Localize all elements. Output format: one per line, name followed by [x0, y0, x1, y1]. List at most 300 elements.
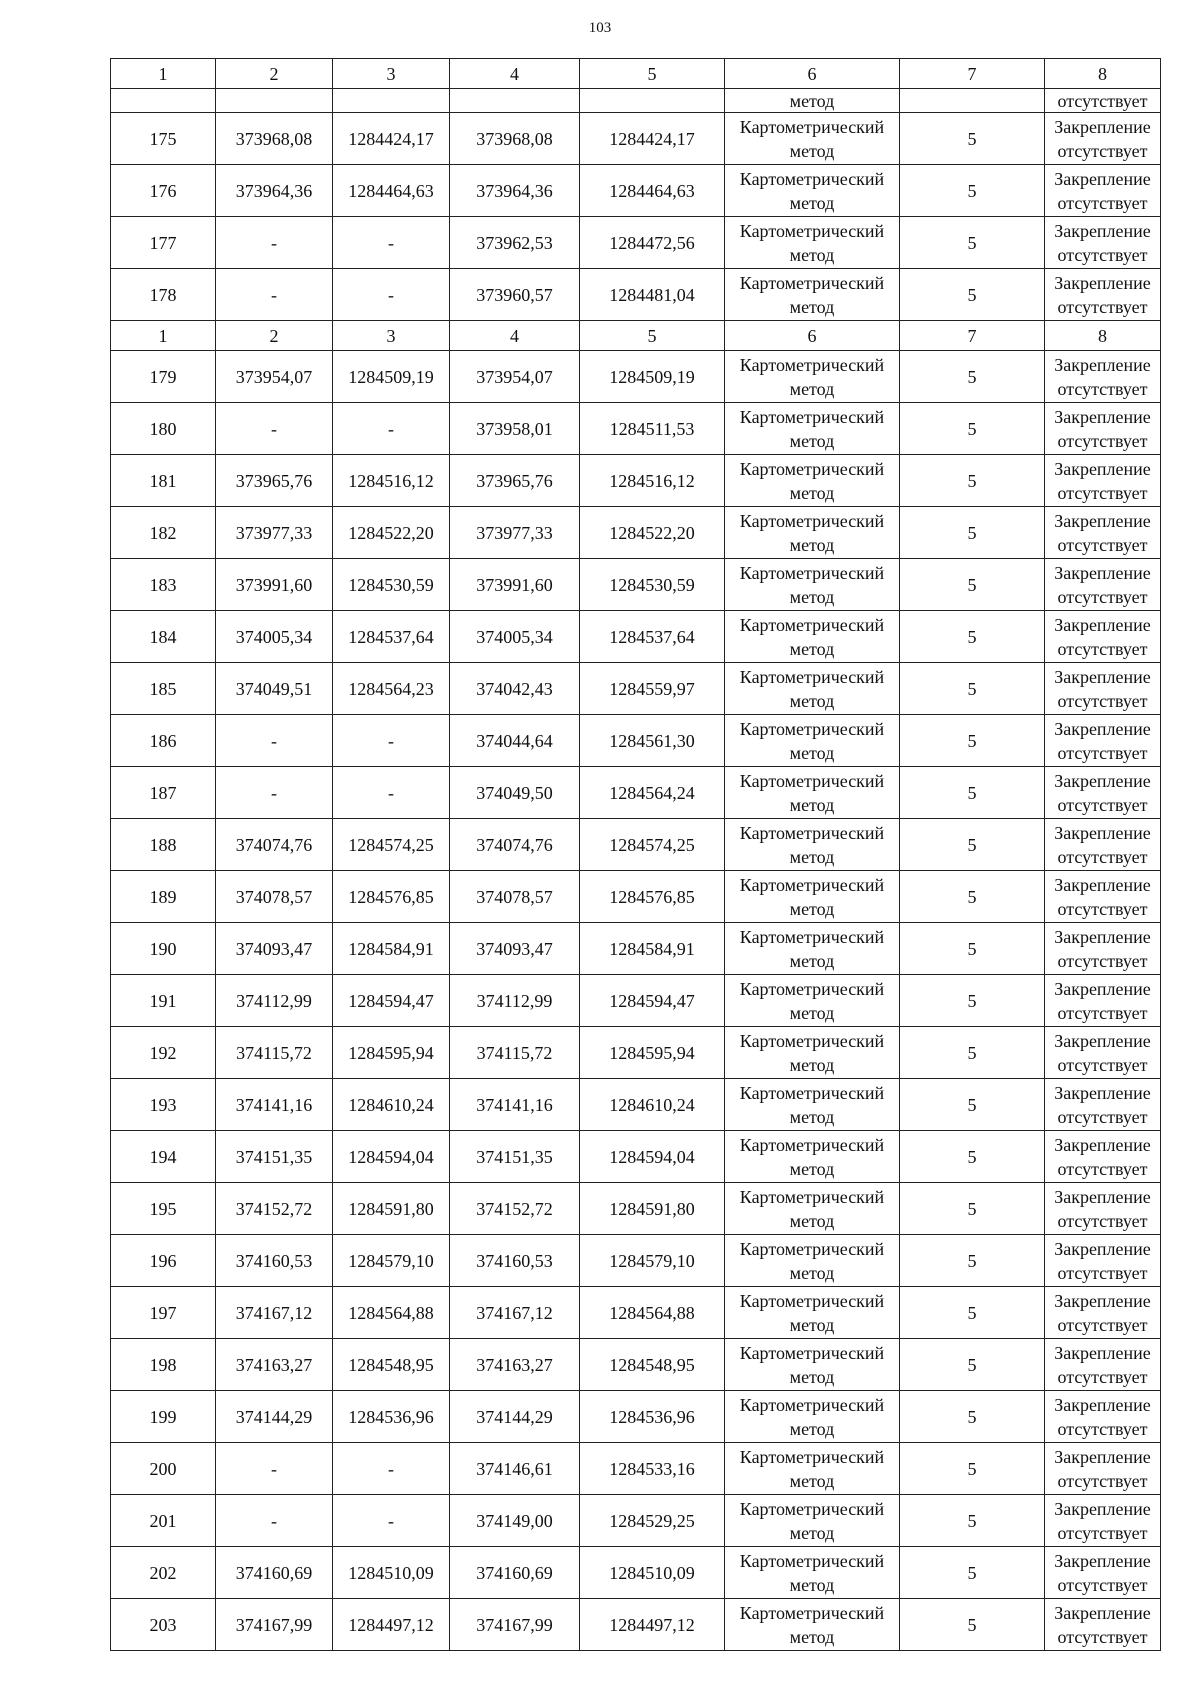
column-number-cell: 4	[450, 321, 580, 351]
fixation-cell-line1: Закрепление	[1054, 1030, 1151, 1051]
fixation-cell-line2: отсутствует	[1057, 1574, 1148, 1595]
point-number-cell: 192	[111, 1027, 216, 1079]
table-row	[111, 1391, 1161, 1443]
table-row	[111, 1339, 1161, 1391]
accuracy-cell: 5	[900, 559, 1045, 611]
existing-x-cell: 373991,60	[216, 559, 333, 611]
refined-y-cell: 1284481,04	[580, 269, 725, 321]
method-cell-line2: метод	[789, 192, 835, 213]
fixation-cell-line2: отсутствует	[1057, 586, 1148, 607]
method-cell	[725, 611, 900, 663]
refined-x-cell: 374115,72	[450, 1027, 580, 1079]
empty-cell	[900, 89, 1045, 113]
refined-y-cell: 1284424,17	[580, 113, 725, 165]
table-row	[111, 975, 1161, 1027]
fixation-cell-line2: отсутствует	[1057, 1002, 1148, 1023]
existing-x-cell: 373964,36	[216, 165, 333, 217]
fixation-cell-line1: Закрепление	[1054, 874, 1151, 895]
table-row	[111, 611, 1161, 663]
existing-y-cell: 1284424,17	[333, 113, 450, 165]
fixation-cell	[1045, 165, 1161, 217]
method-cell-line2: метод	[789, 1002, 835, 1023]
fixation-cell-line2: отсутствует	[1057, 898, 1148, 919]
fixation-cell	[1045, 1235, 1161, 1287]
fixation-cell-line2: отсутствует	[1057, 140, 1148, 161]
fixation-cell-line1: Закрепление	[1054, 1446, 1151, 1467]
method-cell-line1: Картометрический	[739, 770, 885, 791]
existing-x-cell: 374049,51	[216, 663, 333, 715]
column-number-cell: 7	[900, 59, 1045, 89]
table-row	[111, 1495, 1161, 1547]
refined-y-cell: 1284497,12	[580, 1599, 725, 1651]
method-cell	[725, 269, 900, 321]
accuracy-cell: 5	[900, 1599, 1045, 1651]
existing-x-cell: 373968,08	[216, 113, 333, 165]
point-number-cell: 179	[111, 351, 216, 403]
method-cell	[725, 1495, 900, 1547]
fixation-cell	[1045, 611, 1161, 663]
method-cell-line2: метод	[789, 1210, 835, 1231]
point-number-cell: 187	[111, 767, 216, 819]
fixation-cell	[1045, 1131, 1161, 1183]
accuracy-cell: 5	[900, 1287, 1045, 1339]
method-cell-line2: метод	[789, 846, 835, 867]
point-number-cell: 185	[111, 663, 216, 715]
refined-y-cell: 1284537,64	[580, 611, 725, 663]
refined-y-cell: 1284522,20	[580, 507, 725, 559]
method-cell-line1: Картометрический	[739, 272, 885, 293]
method-cell-line1: Картометрический	[739, 406, 885, 427]
method-cell: метод	[725, 89, 900, 113]
accuracy-cell: 5	[900, 351, 1045, 403]
point-number-cell: 200	[111, 1443, 216, 1495]
method-cell-line2: метод	[789, 482, 835, 503]
existing-x-cell: 374005,34	[216, 611, 333, 663]
point-number-cell: 194	[111, 1131, 216, 1183]
column-number-cell: 7	[900, 321, 1045, 351]
method-cell	[725, 165, 900, 217]
table-row	[111, 1079, 1161, 1131]
method-cell-line1: Картометрический	[739, 718, 885, 739]
fixation-cell-line1: Закрепление	[1054, 1082, 1151, 1103]
fixation-cell	[1045, 1391, 1161, 1443]
refined-x-cell: 374167,99	[450, 1599, 580, 1651]
existing-x-cell: 374141,16	[216, 1079, 333, 1131]
existing-x-cell: 374160,69	[216, 1547, 333, 1599]
method-cell-line1: Картометрический	[739, 1290, 885, 1311]
refined-y-cell: 1284594,47	[580, 975, 725, 1027]
refined-x-cell: 374074,76	[450, 819, 580, 871]
fixation-cell-line2: отсутствует	[1057, 1158, 1148, 1179]
refined-y-cell: 1284564,24	[580, 767, 725, 819]
table-row	[111, 455, 1161, 507]
column-number-cell: 3	[333, 321, 450, 351]
accuracy-cell: 5	[900, 1339, 1045, 1391]
empty-cell	[450, 89, 580, 113]
method-cell-line2: метод	[789, 1574, 835, 1595]
refined-x-cell: 373954,07	[450, 351, 580, 403]
table-row	[111, 1287, 1161, 1339]
method-cell-line2: метод	[789, 296, 835, 317]
existing-y-cell: -	[333, 715, 450, 767]
fixation-cell-line2: отсутствует	[1057, 1366, 1148, 1387]
method-cell-line1: Картометрический	[739, 116, 885, 137]
existing-y-cell: -	[333, 1495, 450, 1547]
method-cell	[725, 403, 900, 455]
column-number-cell: 1	[111, 321, 216, 351]
table-row	[111, 1235, 1161, 1287]
refined-y-cell: 1284564,88	[580, 1287, 725, 1339]
fixation-cell-line2: отсутствует	[1057, 244, 1148, 265]
existing-x-cell: 374144,29	[216, 1391, 333, 1443]
fixation-cell	[1045, 1079, 1161, 1131]
existing-y-cell: -	[333, 217, 450, 269]
method-cell-line1: Картометрический	[739, 926, 885, 947]
method-cell	[725, 819, 900, 871]
fixation-cell-line2: отсутствует	[1057, 846, 1148, 867]
method-cell	[725, 1443, 900, 1495]
fixation-cell-line2: отсутствует	[1057, 1314, 1148, 1335]
method-cell-line2: метод	[789, 244, 835, 265]
table-row	[111, 1599, 1161, 1651]
fixation-cell-line1: Закрепление	[1054, 978, 1151, 999]
fixation-cell-line1: Закрепление	[1054, 614, 1151, 635]
method-cell-line2: метод	[789, 586, 835, 607]
point-number-cell: 177	[111, 217, 216, 269]
method-cell-line1: Картометрический	[739, 168, 885, 189]
refined-x-cell: 374151,35	[450, 1131, 580, 1183]
fixation-cell	[1045, 113, 1161, 165]
method-cell	[725, 663, 900, 715]
empty-cell	[333, 89, 450, 113]
fixation-cell	[1045, 1495, 1161, 1547]
fixation-cell	[1045, 819, 1161, 871]
method-cell	[725, 871, 900, 923]
refined-y-cell: 1284610,24	[580, 1079, 725, 1131]
fixation-cell-line1: Закрепление	[1054, 1342, 1151, 1363]
fixation-cell-line2: отсутствует	[1057, 296, 1148, 317]
refined-x-cell: 374093,47	[450, 923, 580, 975]
refined-x-cell: 374160,69	[450, 1547, 580, 1599]
refined-y-cell: 1284516,12	[580, 455, 725, 507]
fixation-cell-line2: отсутствует	[1057, 1522, 1148, 1543]
method-cell-line1: Картометрический	[739, 510, 885, 531]
existing-x-cell: 374160,53	[216, 1235, 333, 1287]
point-number-cell: 181	[111, 455, 216, 507]
existing-y-cell: 1284564,23	[333, 663, 450, 715]
refined-y-cell: 1284511,53	[580, 403, 725, 455]
fixation-cell	[1045, 217, 1161, 269]
method-cell	[725, 1599, 900, 1651]
refined-y-cell: 1284464,63	[580, 165, 725, 217]
method-cell-line2: метод	[789, 690, 835, 711]
method-cell-line1: Картометрический	[739, 1082, 885, 1103]
method-cell-line2: метод	[789, 898, 835, 919]
fixation-cell	[1045, 351, 1161, 403]
refined-x-cell: 374167,12	[450, 1287, 580, 1339]
fixation-cell	[1045, 1339, 1161, 1391]
accuracy-cell: 5	[900, 455, 1045, 507]
method-cell-line2: метод	[789, 1314, 835, 1335]
fixation-cell-line1: Закрепление	[1054, 926, 1151, 947]
column-number-row	[111, 321, 1161, 351]
point-number-cell: 176	[111, 165, 216, 217]
column-number-cell: 2	[216, 59, 333, 89]
method-cell-line1: Картометрический	[739, 874, 885, 895]
fixation-cell-line1: Закрепление	[1054, 666, 1151, 687]
table-row	[111, 923, 1161, 975]
existing-y-cell: 1284509,19	[333, 351, 450, 403]
point-number-cell: 196	[111, 1235, 216, 1287]
fixation-cell-line1: Закрепление	[1054, 272, 1151, 293]
method-cell-line2: метод	[789, 430, 835, 451]
refined-x-cell: 374146,61	[450, 1443, 580, 1495]
fixation-cell-line1: Закрепление	[1054, 354, 1151, 375]
existing-x-cell: -	[216, 217, 333, 269]
fixation-cell-line2: отсутствует	[1057, 1418, 1148, 1439]
fixation-cell-line2: отсутствует	[1057, 378, 1148, 399]
existing-x-cell: 374167,12	[216, 1287, 333, 1339]
refined-x-cell: 374163,27	[450, 1339, 580, 1391]
fixation-cell-line2: отсутствует	[1057, 1054, 1148, 1075]
method-cell-line2: метод	[789, 950, 835, 971]
accuracy-cell: 5	[900, 403, 1045, 455]
existing-x-cell: 373977,33	[216, 507, 333, 559]
fixation-cell	[1045, 767, 1161, 819]
accuracy-cell: 5	[900, 1547, 1045, 1599]
method-cell	[725, 559, 900, 611]
existing-x-cell: -	[216, 715, 333, 767]
method-cell-line2: метод	[789, 534, 835, 555]
refined-x-cell: 373977,33	[450, 507, 580, 559]
accuracy-cell: 5	[900, 611, 1045, 663]
existing-y-cell: 1284522,20	[333, 507, 450, 559]
column-number-cell: 8	[1045, 59, 1161, 89]
existing-y-cell: 1284576,85	[333, 871, 450, 923]
column-number-cell: 8	[1045, 321, 1161, 351]
fixation-cell-line2: отсутствует	[1057, 482, 1148, 503]
point-number-cell: 203	[111, 1599, 216, 1651]
table-row	[111, 1027, 1161, 1079]
fixation-cell-line1: Закрепление	[1054, 1186, 1151, 1207]
method-cell	[725, 1027, 900, 1079]
point-number-cell: 189	[111, 871, 216, 923]
method-cell-line2: метод	[789, 1418, 835, 1439]
refined-x-cell: 373968,08	[450, 113, 580, 165]
method-cell-line1: Картометрический	[739, 458, 885, 479]
method-cell-line1: Картометрический	[739, 1030, 885, 1051]
refined-x-cell: 374144,29	[450, 1391, 580, 1443]
method-cell-line1: Картометрический	[739, 1342, 885, 1363]
existing-y-cell: -	[333, 767, 450, 819]
refined-x-cell: 374042,43	[450, 663, 580, 715]
fixation-cell-line1: Закрепление	[1054, 168, 1151, 189]
refined-y-cell: 1284576,85	[580, 871, 725, 923]
method-cell-line2: метод	[789, 1522, 835, 1543]
empty-cell	[111, 89, 216, 113]
fixation-cell	[1045, 455, 1161, 507]
fixation-cell	[1045, 975, 1161, 1027]
fixation-cell-line2: отсутствует	[1057, 1262, 1148, 1283]
existing-y-cell: 1284591,80	[333, 1183, 450, 1235]
fixation-cell-line1: Закрепление	[1054, 116, 1151, 137]
refined-x-cell: 374044,64	[450, 715, 580, 767]
refined-x-cell: 374005,34	[450, 611, 580, 663]
method-cell	[725, 715, 900, 767]
accuracy-cell: 5	[900, 715, 1045, 767]
refined-y-cell: 1284579,10	[580, 1235, 725, 1287]
existing-x-cell: 373965,76	[216, 455, 333, 507]
refined-y-cell: 1284533,16	[580, 1443, 725, 1495]
fixation-cell	[1045, 559, 1161, 611]
fixation-cell	[1045, 507, 1161, 559]
method-cell-line1: Картометрический	[739, 1446, 885, 1467]
point-number-cell: 202	[111, 1547, 216, 1599]
existing-y-cell: 1284564,88	[333, 1287, 450, 1339]
point-number-cell: 195	[111, 1183, 216, 1235]
table-row	[111, 1443, 1161, 1495]
fixation-cell-line1: Закрепление	[1054, 220, 1151, 241]
existing-x-cell: 374152,72	[216, 1183, 333, 1235]
column-number-cell: 2	[216, 321, 333, 351]
column-number-cell: 5	[580, 321, 725, 351]
method-cell-line1: Картометрический	[739, 822, 885, 843]
fixation-cell-line1: Закрепление	[1054, 1394, 1151, 1415]
point-number-cell: 182	[111, 507, 216, 559]
existing-x-cell: 374167,99	[216, 1599, 333, 1651]
refined-x-cell: 373991,60	[450, 559, 580, 611]
empty-cell	[216, 89, 333, 113]
fixation-cell-line1: Закрепление	[1054, 458, 1151, 479]
column-number-cell: 1	[111, 59, 216, 89]
fixation-cell-line2: отсутствует	[1057, 1626, 1148, 1647]
existing-x-cell: 374115,72	[216, 1027, 333, 1079]
table-row	[111, 217, 1161, 269]
fixation-cell-line1: Закрепление	[1054, 1238, 1151, 1259]
method-cell-line1: Картометрический	[739, 562, 885, 583]
fixation-cell-line2: отсутствует	[1057, 1210, 1148, 1231]
accuracy-cell: 5	[900, 269, 1045, 321]
method-cell-line2: метод	[789, 1158, 835, 1179]
table-row	[111, 1183, 1161, 1235]
accuracy-cell: 5	[900, 1443, 1045, 1495]
point-number-cell: 198	[111, 1339, 216, 1391]
existing-x-cell: -	[216, 1495, 333, 1547]
method-cell-line1: Картометрический	[739, 220, 885, 241]
method-cell	[725, 351, 900, 403]
table-row	[111, 663, 1161, 715]
table-row	[111, 403, 1161, 455]
table-row	[111, 871, 1161, 923]
refined-x-cell: 373960,57	[450, 269, 580, 321]
method-cell-line2: метод	[789, 1262, 835, 1283]
method-cell	[725, 113, 900, 165]
accuracy-cell: 5	[900, 767, 1045, 819]
table-row	[111, 1131, 1161, 1183]
method-cell	[725, 1547, 900, 1599]
fixation-cell-line2: отсутствует	[1057, 742, 1148, 763]
accuracy-cell: 5	[900, 819, 1045, 871]
accuracy-cell: 5	[900, 217, 1045, 269]
method-cell-line1: Картометрический	[739, 1186, 885, 1207]
refined-y-cell: 1284530,59	[580, 559, 725, 611]
point-number-cell: 183	[111, 559, 216, 611]
method-cell-line1: Картометрический	[739, 354, 885, 375]
existing-x-cell: 374093,47	[216, 923, 333, 975]
point-number-cell: 186	[111, 715, 216, 767]
existing-y-cell: 1284516,12	[333, 455, 450, 507]
existing-y-cell: -	[333, 269, 450, 321]
existing-x-cell: 374163,27	[216, 1339, 333, 1391]
fixation-cell-line2: отсутствует	[1057, 430, 1148, 451]
method-cell-line2: метод	[789, 794, 835, 815]
table-row	[111, 351, 1161, 403]
method-cell	[725, 217, 900, 269]
refined-y-cell: 1284595,94	[580, 1027, 725, 1079]
accuracy-cell: 5	[900, 663, 1045, 715]
fixation-cell	[1045, 1183, 1161, 1235]
fixation-cell	[1045, 1287, 1161, 1339]
table-row	[111, 1547, 1161, 1599]
accuracy-cell: 5	[900, 1079, 1045, 1131]
method-cell	[725, 1287, 900, 1339]
fixation-cell-line2: отсутствует	[1057, 1106, 1148, 1127]
method-cell-line1: Картометрический	[739, 1394, 885, 1415]
accuracy-cell: 5	[900, 1131, 1045, 1183]
point-number-cell: 201	[111, 1495, 216, 1547]
fixation-cell	[1045, 1443, 1161, 1495]
fixation-cell-line2: отсутствует	[1057, 794, 1148, 815]
existing-y-cell: 1284548,95	[333, 1339, 450, 1391]
existing-x-cell: 374151,35	[216, 1131, 333, 1183]
page-number: 103	[588, 20, 612, 36]
method-cell-line2: метод	[789, 1106, 835, 1127]
fixation-cell-line2: отсутствует	[1057, 690, 1148, 711]
existing-x-cell: 374112,99	[216, 975, 333, 1027]
fixation-cell-line2: отсутствует	[1057, 192, 1148, 213]
refined-x-cell: 374078,57	[450, 871, 580, 923]
accuracy-cell: 5	[900, 1391, 1045, 1443]
refined-x-cell: 374152,72	[450, 1183, 580, 1235]
empty-cell	[580, 89, 725, 113]
method-cell-line2: метод	[789, 1366, 835, 1387]
refined-x-cell: 374149,00	[450, 1495, 580, 1547]
fixation-cell-line1: Закрепление	[1054, 1550, 1151, 1571]
table-row	[111, 165, 1161, 217]
existing-x-cell: -	[216, 767, 333, 819]
point-number-cell: 188	[111, 819, 216, 871]
existing-y-cell: 1284464,63	[333, 165, 450, 217]
refined-x-cell: 374141,16	[450, 1079, 580, 1131]
accuracy-cell: 5	[900, 975, 1045, 1027]
existing-x-cell: -	[216, 1443, 333, 1495]
method-cell	[725, 767, 900, 819]
method-cell	[725, 1391, 900, 1443]
fixation-cell-line2: отсутствует	[1057, 638, 1148, 659]
existing-x-cell: -	[216, 269, 333, 321]
fixation-cell-line1: Закрепление	[1054, 718, 1151, 739]
method-cell	[725, 1079, 900, 1131]
method-cell	[725, 507, 900, 559]
refined-y-cell: 1284574,25	[580, 819, 725, 871]
point-number-cell: 197	[111, 1287, 216, 1339]
method-cell-line2: метод	[789, 742, 835, 763]
existing-x-cell: 374074,76	[216, 819, 333, 871]
accuracy-cell: 5	[900, 1235, 1045, 1287]
existing-y-cell: 1284497,12	[333, 1599, 450, 1651]
existing-y-cell: 1284537,64	[333, 611, 450, 663]
method-cell-line2: метод	[789, 638, 835, 659]
